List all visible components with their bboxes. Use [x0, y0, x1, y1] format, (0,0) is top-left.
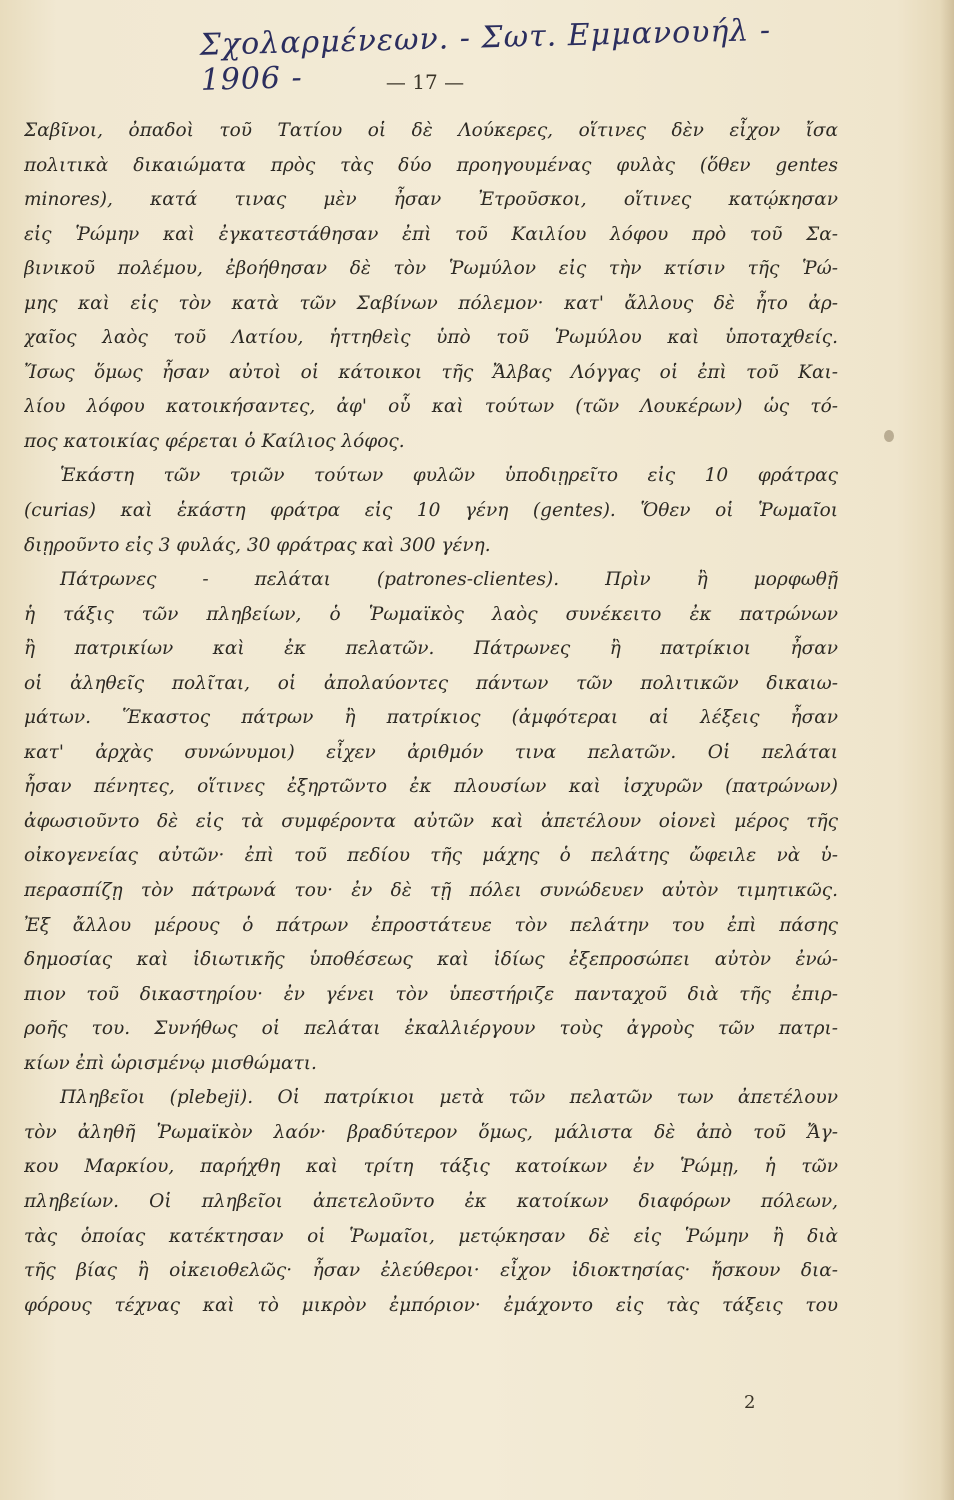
text-line: τὸν ἀληθῆ Ῥωμαϊκὸν λαόν· βραδύτερον ὅμως, μάλιστα δὲ ἀπὸ τοῦ Ἄγ-: [24, 1121, 838, 1143]
text-line: πληβείων. Οἱ πληβεῖοι ἀπετελοῦντο ἐκ κατοίκων διαφόρων πόλεων,: [24, 1190, 838, 1212]
text-line: βινικοῦ πολέμου, ἐβοήθησαν δὲ τὸν Ῥωμύλον εἰς τὴν κτίσιν τῆς Ῥώ-: [24, 258, 838, 280]
text-line: διῃροῦντο εἰς 3 φυλάς, 30 φράτρας καὶ 300 γένη.: [24, 534, 491, 556]
text-line: Ἐξ ἄλλου μέρους ὁ πάτρων ἐπροστάτευε τὸν πελάτην του ἐπὶ πάσης: [24, 914, 838, 936]
text-line: μάτων. Ἕκαστος πάτρων ἢ πατρίκιος (ἀμφότεραι αἱ λέξεις ἦσαν: [24, 707, 838, 729]
page-edge-shadow: [940, 0, 954, 1500]
text-line: χαῖος λαὸς τοῦ Λατίου, ἡττηθεὶς ὑπὸ τοῦ Ῥωμύλου καὶ ὑποταχθείς.: [24, 327, 838, 349]
text-line: εἰς Ῥώμην καὶ ἐγκατεστάθησαν ἐπὶ τοῦ Καιλίου λόφου πρὸ τοῦ Σα-: [24, 223, 838, 245]
text-line: τῆς βίας ἢ οἰκειοθελῶς· ἦσαν ἐλεύθεροι· εἶχον ἰδιοκτησίας· ἤσκουν δια-: [24, 1260, 838, 1282]
text-line: (curias) καὶ ἑκάστη φράτρα εἰς 10 γένη (gentes). Ὅθεν οἱ Ῥωμαῖοι: [24, 500, 838, 522]
text-line: λίου λόφου κατοικήσαντες, ἀφ' οὗ καὶ τούτων (τῶν Λουκέρων) ὡς τό-: [24, 396, 838, 418]
text-line: δημοσίας καὶ ἰδιωτικῆς ὑποθέσεως καὶ ἰδίως ἐξεπροσώπει αὐτὸν ἐνώ-: [24, 949, 838, 971]
text-line: οἱ ἀληθεῖς πολῖται, οἱ ἀπολαύοντες πάντων τῶν πολιτικῶν δικαιω-: [24, 672, 838, 694]
body-text: [24, 114, 838, 1323]
text-line: Ἴσως ὅμως ἦσαν αὐτοὶ οἱ κάτοικοι τῆς Ἄλβας Λόγγας οἱ ἐπὶ τοῦ Και-: [24, 361, 838, 383]
text-line: κου Μαρκίου, παρήχθη καὶ τρίτη τάξις κατοίκων ἐν Ῥώμῃ, ἡ τῶν: [24, 1156, 838, 1178]
text-line: οἰκογενείας αὐτῶν· ἐπὶ τοῦ πεδίου τῆς μάχης ὁ πελάτης ὤφειλε νὰ ὑ-: [24, 845, 838, 867]
handwritten-annotation: Σχολαρμένεων. - Σωτ. Εμμανουήλ - 1906 -: [199, 12, 772, 98]
text-line: πολιτικὰ δικαιώματα πρὸς τὰς δύο προηγουμένας φυλὰς (ὅθεν gentes: [24, 154, 838, 176]
text-line: ροῆς του. Συνήθως οἱ πελάται ἐκαλλιέργουν τοὺς ἀγροὺς τῶν πατρι-: [24, 1018, 838, 1040]
page-number: — 17 —: [385, 70, 465, 94]
text-line: ἢ πατρικίων καὶ ἐκ πελατῶν. Πάτρωνες ἢ πατρίκιοι ἦσαν: [24, 638, 838, 660]
text-line: τὰς ὁποίας κατέκτησαν οἱ Ῥωμαῖοι, μετῴκησαν δὲ εἰς Ῥώμην ἢ διὰ: [24, 1225, 838, 1247]
paper-stain: [884, 430, 894, 442]
text-line: φόρους τέχνας καὶ τὸ μικρὸν ἐμπόριον· ἐμάχοντο εἰς τὰς τάξεις του: [24, 1294, 838, 1316]
text-line: Πάτρωνες - πελάται (patrones-clientes). Πρὶν ἢ μορφωθῇ: [60, 569, 838, 591]
text-line: Ἑκάστη τῶν τριῶν τούτων φυλῶν ὑποδιῃρεῖτο εἰς 10 φράτρας: [60, 465, 838, 487]
text-line: κατ' ἀρχὰς συνώνυμοι) εἶχεν ἀριθμόν τινα πελατῶν. Οἱ πελάται: [24, 741, 838, 763]
text-line: κίων ἐπὶ ὡρισμένῳ μισθώματι.: [24, 1052, 317, 1074]
text-line: Σαβῖνοι, ὀπαδοὶ τοῦ Τατίου οἱ δὲ Λούκερες, οἵτινες δὲν εἶχον ἴσα: [24, 120, 838, 141]
text-line: ἦσαν πένητες, οἵτινες ἐξηρτῶντο ἐκ πλουσίων καὶ ἰσχυρῶν (πατρώνων): [24, 776, 838, 798]
text-line: πιον τοῦ δικαστηρίου· ἐν γένει τὸν ὑπεστήριζε πανταχοῦ διὰ τῆς ἐπιρ-: [24, 983, 838, 1005]
text-line: Πληβεῖοι (plebeji). Οἱ πατρίκιοι μετὰ τῶν πελατῶν των ἀπετέλουν: [60, 1087, 838, 1109]
sheet-number: 2: [744, 1392, 756, 1413]
text-line: πος κατοικίας φέρεται ὁ Καίλιος λόφος.: [24, 430, 405, 452]
text-line: περασπίζῃ τὸν πάτρωνά του· ἐν δὲ τῇ πόλει συνώδευεν αὐτὸν τιμητικῶς.: [24, 880, 838, 902]
text-line: ἀφωσιοῦντο δὲ εἰς τὰ συμφέροντα αὐτῶν καὶ ἀπετέλουν οἱονεὶ μέρος τῆς: [24, 810, 838, 832]
text-line: minores), κατά τινας μὲν ἦσαν Ἐτροῦσκοι, οἵτινες κατῴκησαν: [24, 189, 838, 211]
text-line: μης καὶ εἰς τὸν κατὰ τῶν Σαβίνων πόλεμον· κατ' ἄλλους δὲ ἦτο ἀρ-: [24, 292, 838, 314]
text-line: ἡ τάξις τῶν πληβείων, ὁ Ῥωμαϊκὸς λαὸς συνέκειτο ἐκ πατρώνων: [24, 603, 838, 625]
